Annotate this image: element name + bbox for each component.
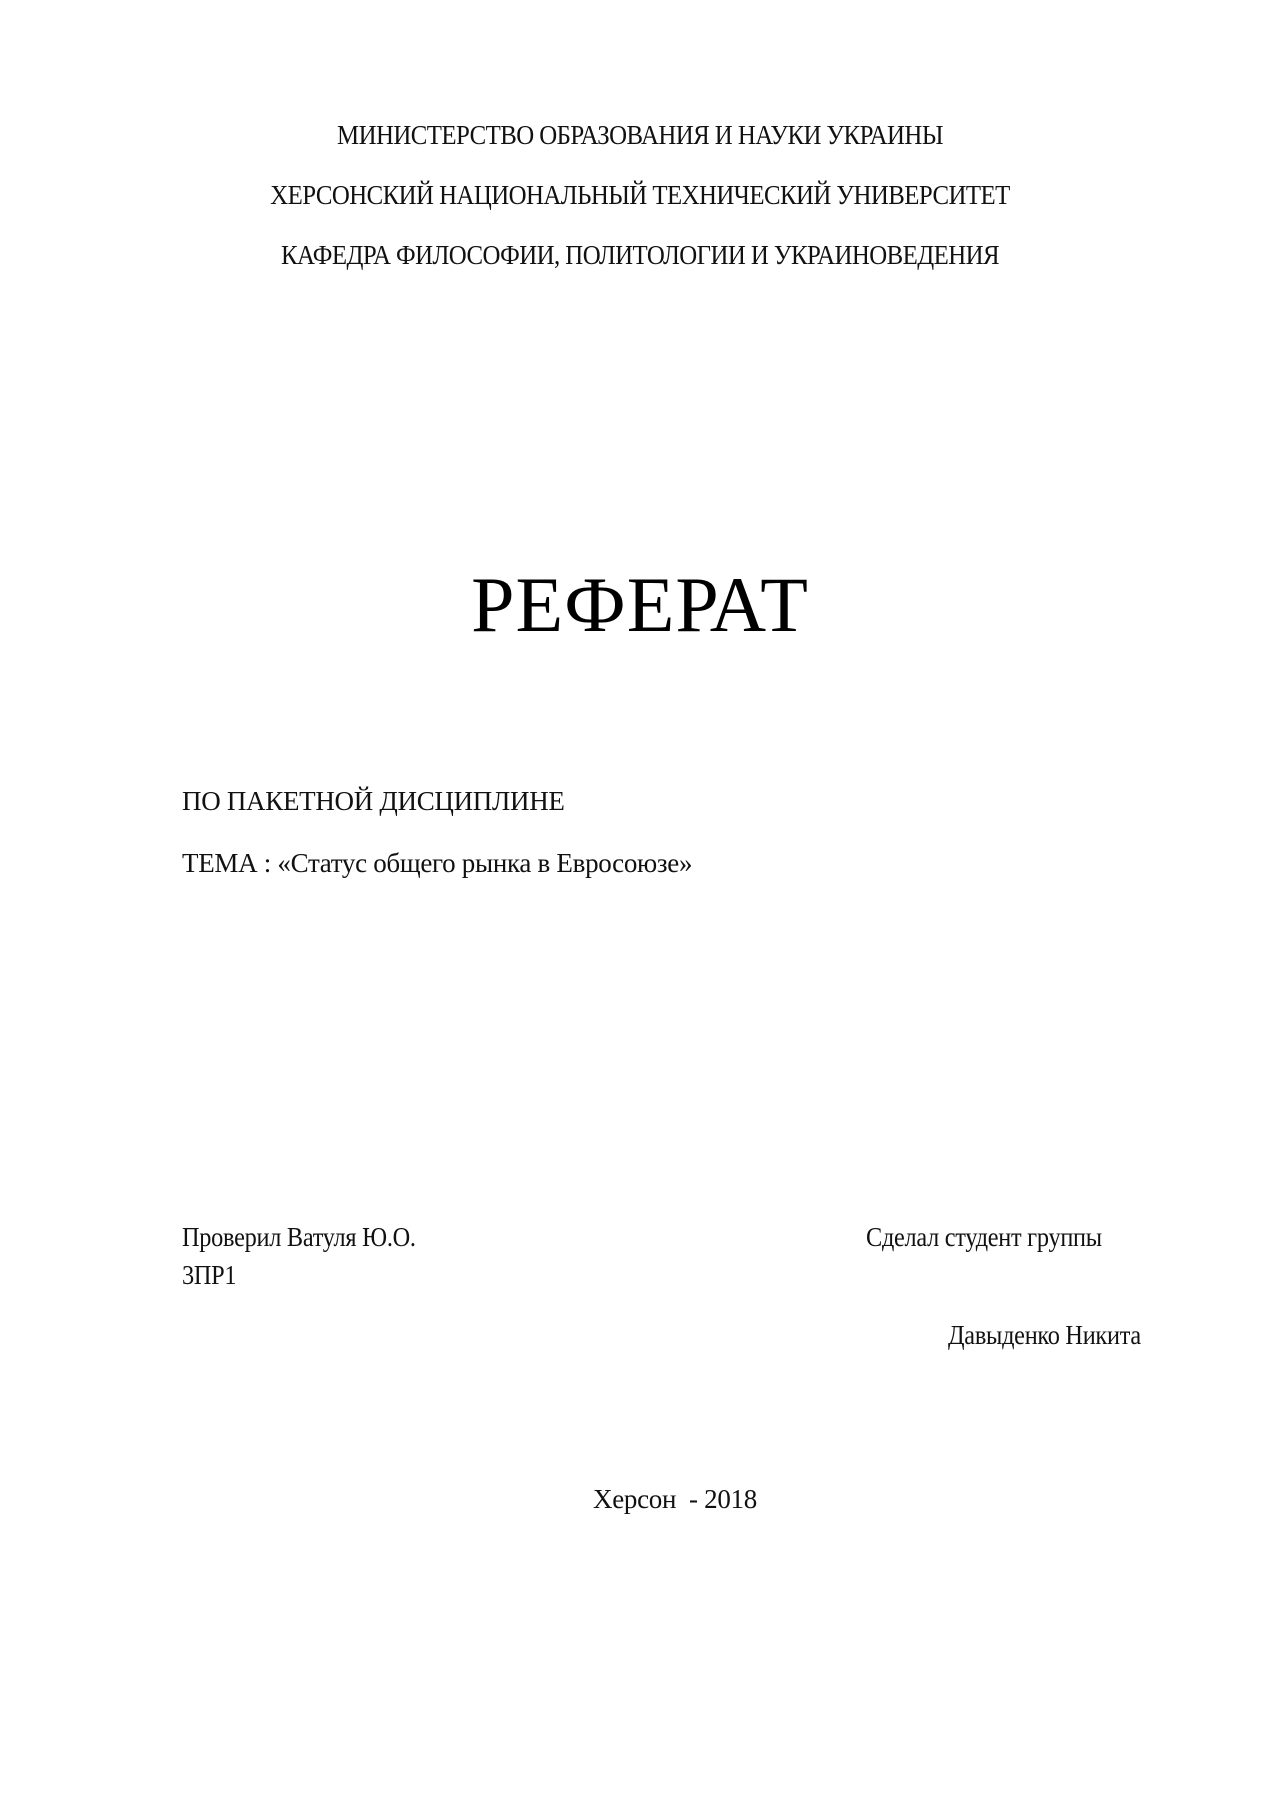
made-by-line: Сделал студент группы: [866, 1222, 1102, 1252]
discipline-line: ПО ПАКЕТНОЙ ДИСЦИПЛИНЕ: [182, 786, 565, 816]
group-code: 3ПР1: [182, 1260, 237, 1290]
university-heading: ХЕРСОНСКИЙ НАЦИОНАЛЬНЫЙ ТЕХНИЧЕСКИЙ УНИВЕРСИТЕТ: [270, 180, 1010, 210]
student-name: Давыденко Никита: [948, 1320, 1141, 1350]
city-year: Херсон - 2018: [593, 1484, 757, 1514]
ministry-heading: МИНИСТЕРСТВО ОБРАЗОВАНИЯ И НАУКИ УКРАИНЫ: [337, 120, 943, 150]
topic-line: ТЕМА : «Статус общего рынка в Евросоюзе»: [182, 848, 693, 878]
document-title: РЕФЕРАТ: [471, 561, 809, 648]
department-heading: КАФЕДРА ФИЛОСОФИИ, ПОЛИТОЛОГИИ И УКРАИНОВЕДЕНИЯ: [280, 240, 1000, 270]
checked-by-line: Проверил Ватуля Ю.О.: [182, 1222, 416, 1252]
